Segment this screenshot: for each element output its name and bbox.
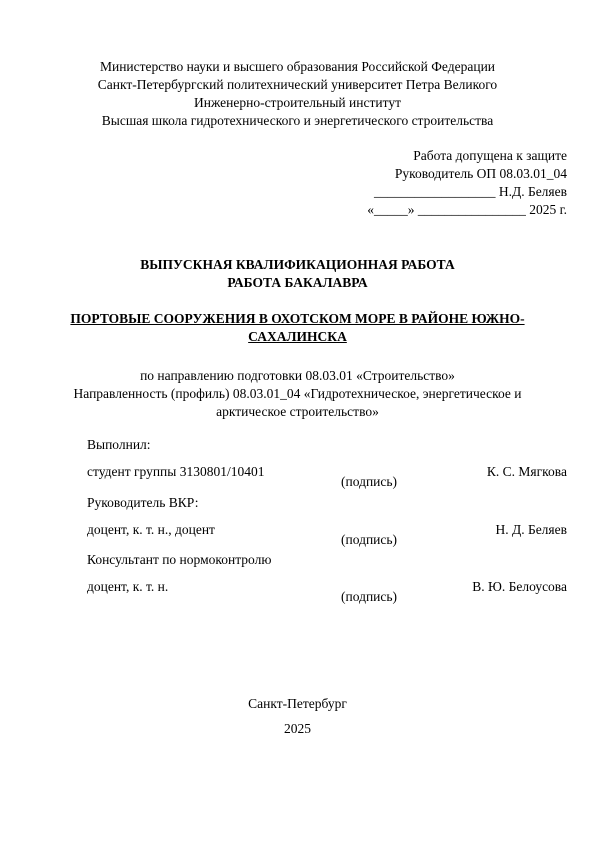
year: 2025 [284, 721, 311, 736]
direction-line: по направлению подготовки 08.03.01 «Строительство» [140, 368, 455, 383]
supervisor-label: Руководитель ВКР: [87, 495, 199, 510]
admission-title: Работа допущена к защите [413, 148, 567, 163]
institute-line: Инженерно-строительный институт [194, 95, 401, 110]
consultant-label: Консультант по нормоконтролю [87, 552, 272, 567]
supervisor-signature: (подпись) [341, 532, 398, 547]
consultant-block [87, 551, 567, 618]
city: Санкт-Петербург [248, 696, 347, 711]
supervisor-name: Н. Д. Беляев [495, 522, 567, 537]
thesis-topic: ПОРТОВЫЕ СООРУЖЕНИЯ В ОХОТСКОМ МОРЕ В РАЙОНЕ ЮЖНО-САХАЛИНСКА [70, 311, 525, 344]
consultant-signature: (подпись) [341, 589, 398, 604]
university-line: Санкт-Петербургский политехнический университет Петра Великого [97, 77, 498, 92]
student-name: К. С. Мягкова [486, 464, 567, 479]
degree-line: РАБОТА БАКАЛАВРА [227, 275, 368, 290]
study-direction [60, 367, 535, 421]
work-type-line: ВЫПУСКНАЯ КВАЛИФИКАЦИОННАЯ РАБОТА [140, 257, 455, 272]
profile-line: Направленность (профиль) 08.03.01_04 «Гидротехническое, энергетическое и арктическое строительство» [73, 386, 522, 419]
consultant-row [87, 578, 567, 618]
performed-label: Выполнил: [87, 437, 151, 452]
program-head-signature-line: __________________ Н.Д. Беляев [373, 184, 567, 199]
supervisor-position: доцент, к. т. н., доцент [87, 522, 215, 537]
school-line: Высшая школа гидротехнического и энергетического строительства [101, 113, 494, 128]
consultant-position: доцент, к. т. н. [87, 579, 169, 594]
ministry-line: Министерство науки и высшего образования Российской Федерации [99, 59, 496, 74]
program-head-line: Руководитель ОП 08.03.01_04 [394, 166, 567, 181]
institution-header [0, 58, 595, 130]
admission-block [367, 147, 567, 219]
admission-date-line: «_____» ________________ 2025 г. [367, 202, 567, 217]
consultant-name: В. Ю. Белоусова [472, 579, 567, 594]
student-position: студент группы 3130801/10401 [87, 464, 265, 479]
student-signature: (подпись) [341, 474, 398, 489]
work-type-titles [0, 256, 595, 292]
footer [0, 695, 595, 745]
student-block [87, 436, 567, 503]
